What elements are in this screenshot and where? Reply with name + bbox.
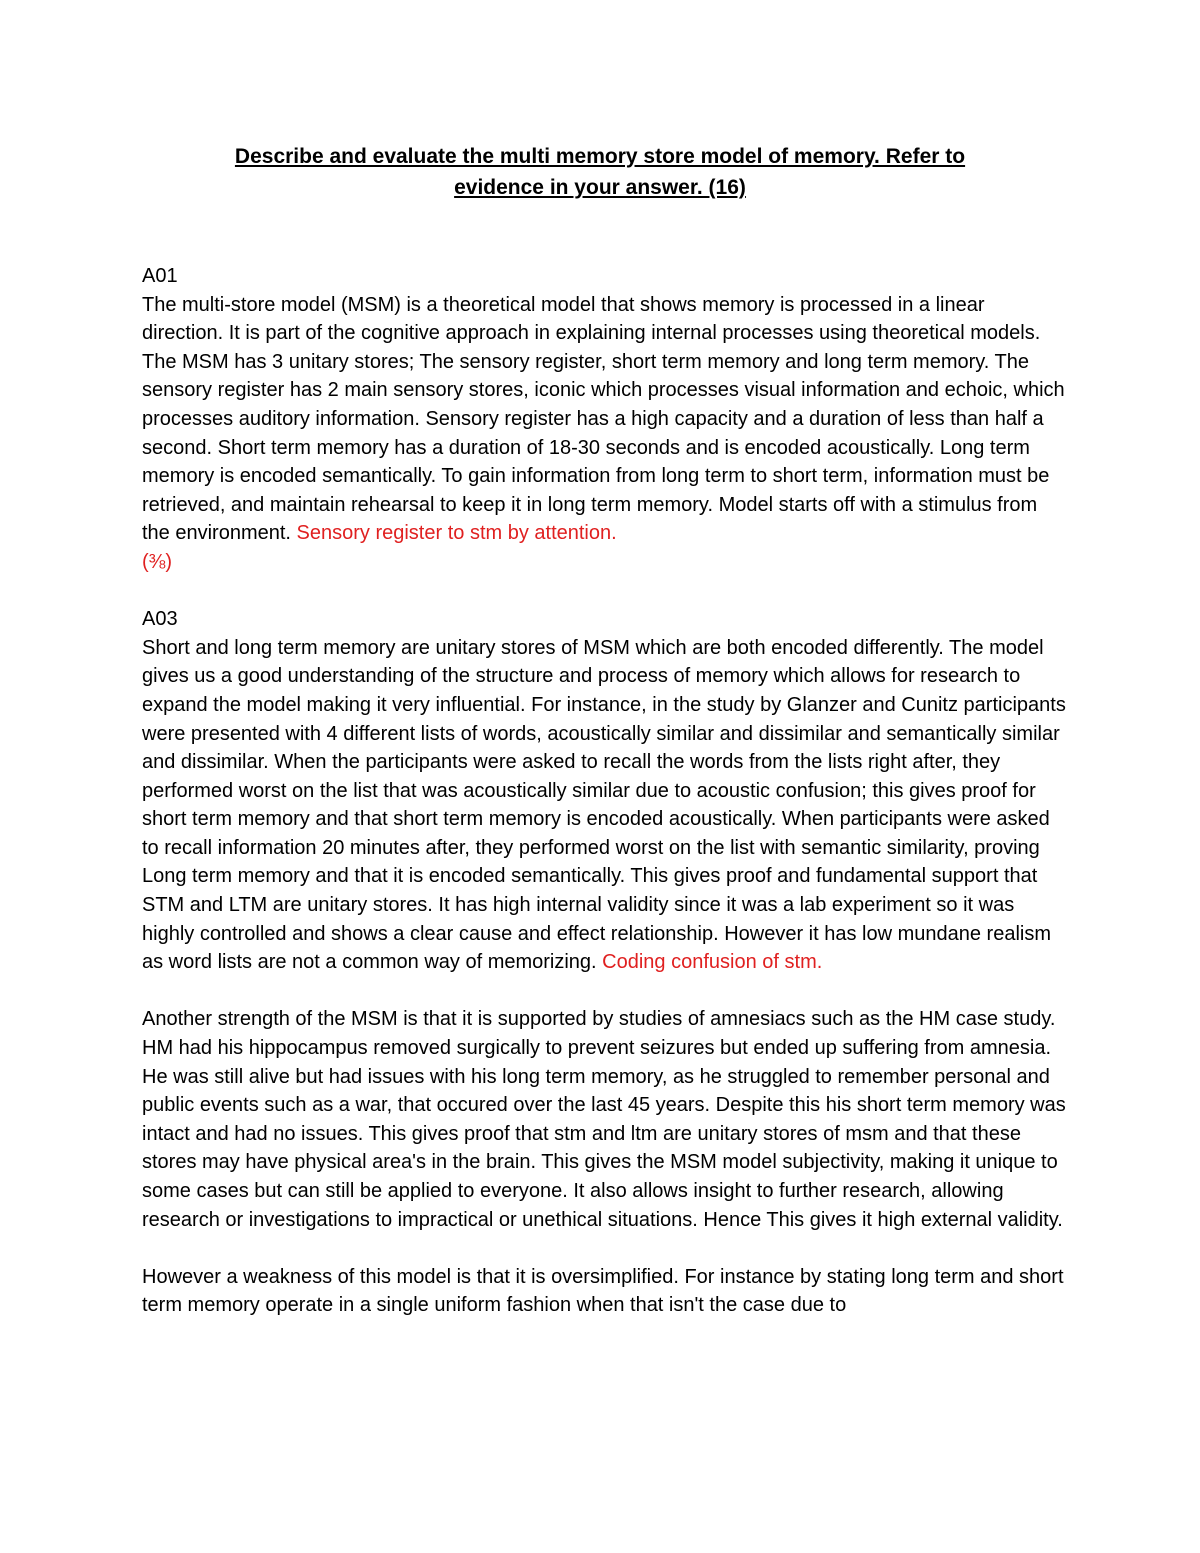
score-a01: (⅜) [142, 550, 172, 573]
teacher-comment-a01: Sensory register to stm by attention. [296, 522, 617, 545]
essay-title-line-2: evidence in your answer. (16) [454, 176, 746, 199]
essay-title-line-1: Describe and evaluate the multi memory store model of memory. Refer to [234, 145, 966, 168]
section-heading-a03: A03 [142, 608, 178, 631]
paragraph-a03-text: Short and long term memory are unitary stores of MSM which are both encoded differently. The model gives us a good understanding of the structure and process of memory which allows for research to expand the model making it very influential. For instance, in the study by Glanzer and Cunitz participants were presented with 4 different lists of words, acoustically similar and dissimilar and semantically similar and dissimilar. When the participants were asked to recall the words from the lists right after, they performed worst on the list that was acoustically similar due to acoustic confusion; this gives proof for short term memory and that short term memory is encoded acoustically. When participants were asked to recall information 20 minutes after, they performed worst on the list with semantic similarity, proving Long term memory and that it is encoded semantically. This gives proof and fundamental support that STM and LTM are unitary stores. It has high internal validity since it was a lab experiment so it was highly controlled and shows a clear cause and effect relationship. However it has low mundane realism as word lists are not a common way of memorizing. [142, 636, 1066, 974]
paragraph-weakness: However a weakness of this model is that it is oversimplified. For instance by stating long term and short term memory operate in a single uniform fashion when that isn't the case due to [142, 1265, 1064, 1317]
section-heading-a01: A01 [142, 265, 178, 287]
essay-body [142, 262, 1067, 1320]
essay-title [100, 141, 1100, 203]
paragraph-a01-text: The multi-store model (MSM) is a theoretical model that shows memory is processed in a linear direction. It is part of the cognitive approach in explaining internal processes using theoretical models. The MSM has 3 unitary stores; The sensory register, short term memory and long term memory. The sensory register has 2 main sensory stores, iconic which processes visual information and echoic, which processes auditory information. Sensory register has a high capacity and a duration of less than half a second. Short term memory has a duration of 18-30 seconds and is encoded acoustically. Long term memory is encoded semantically. To gain information from long term to short term, information must be retrieved, and maintain rehearsal to keep it in long term memory. Model starts off with a stimulus from the environment. [142, 293, 1065, 545]
teacher-comment-a03: Coding confusion of stm. [602, 951, 823, 974]
paragraph-spacer [142, 1234, 1067, 1263]
paragraph-spacer [142, 577, 1067, 606]
paragraph-spacer [142, 977, 1067, 1006]
paragraph-a01 [142, 291, 1067, 548]
paragraph-hm-case-study: Another strength of the MSM is that it is supported by studies of amnesiacs such as the HM case study. HM had his hippocampus removed surgically to prevent seizures but ended up suffering from amnesia. He was still alive but had issues with his long term memory, as he struggled to remember personal and public events such as a war, that occured over the last 45 years. Despite this his short term memory was intact and had no issues. This gives proof that stm and ltm are unitary stores of msm and that these stores may have physical area's in the brain. This gives the MSM model subjectivity, making it unique to some cases but can still be applied to everyone. It also allows insight to further research, allowing research or investigations to impractical or unethical situations. Hence This gives it high external validity. [142, 1008, 1066, 1231]
paragraph-a03 [142, 634, 1067, 977]
